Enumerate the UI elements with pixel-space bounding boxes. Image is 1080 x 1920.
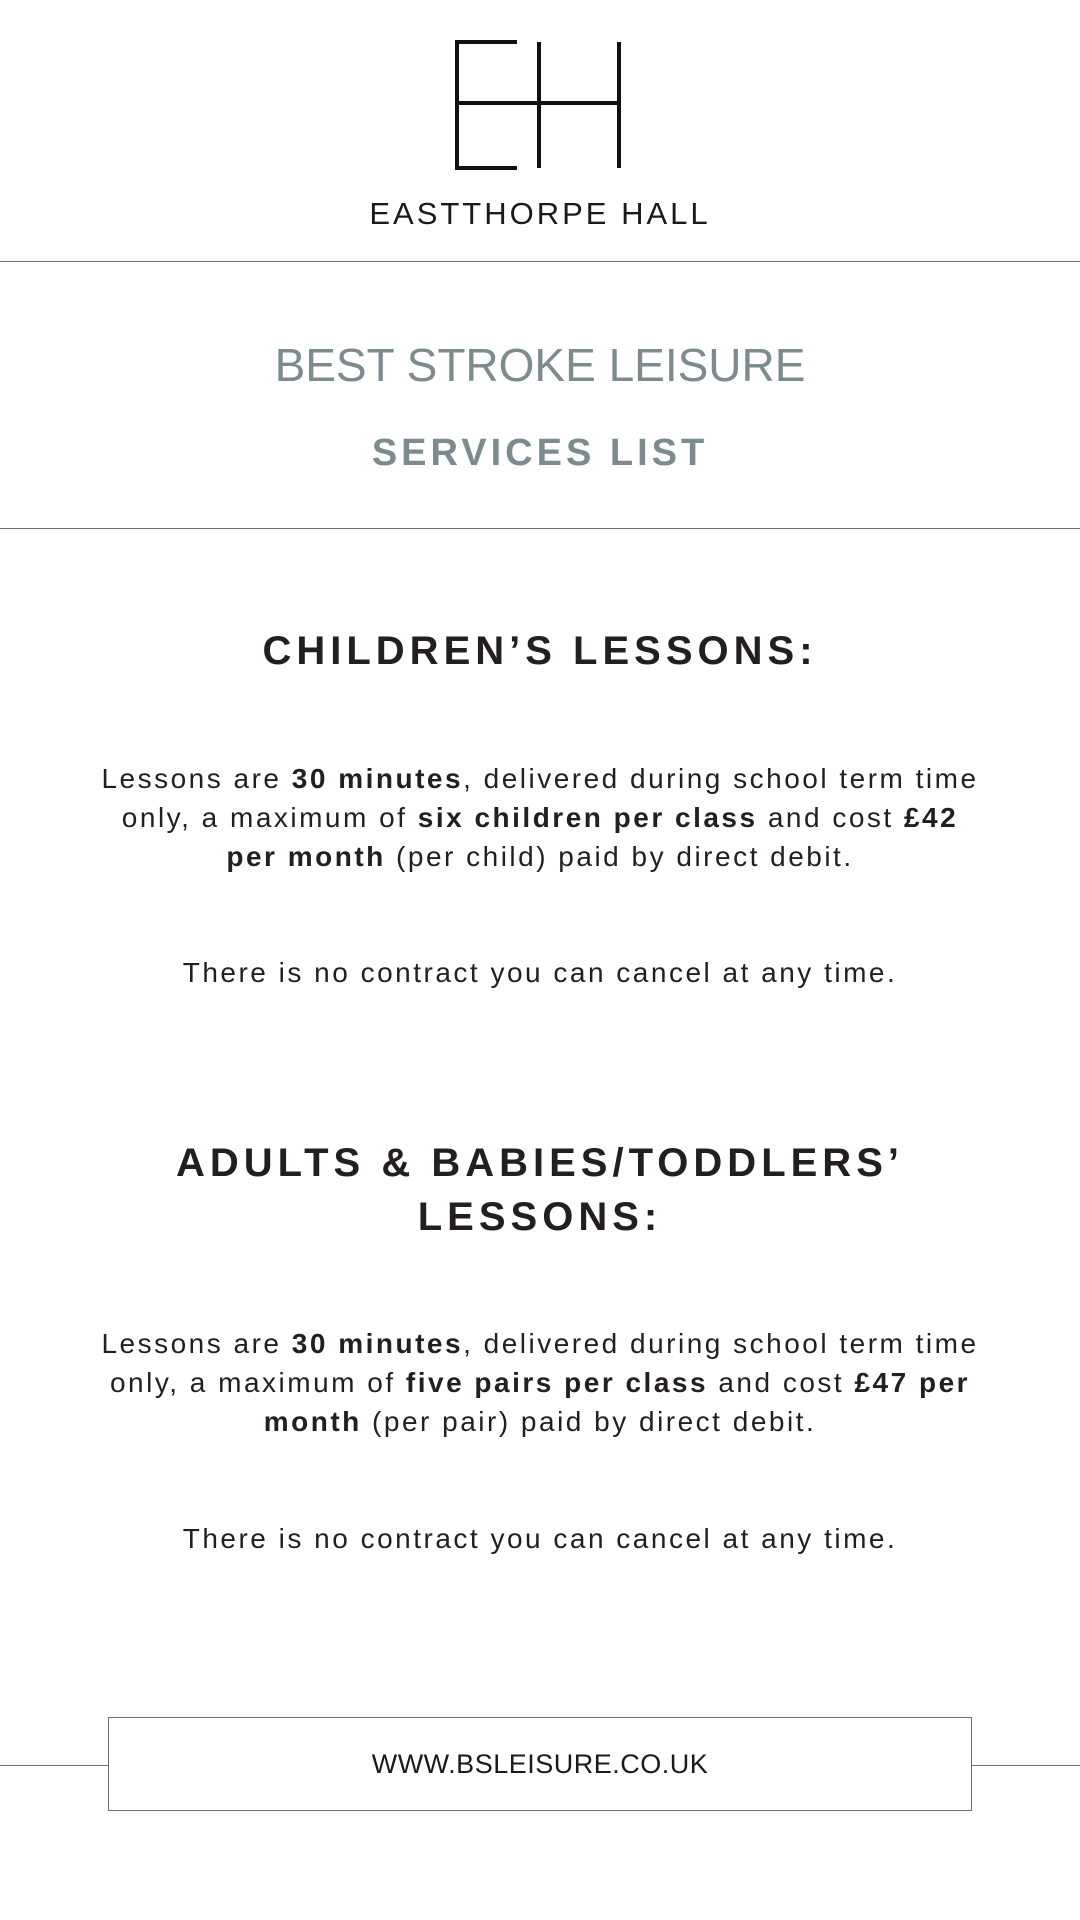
footer-url-box[interactable]: [108, 1717, 972, 1811]
divider-middle: [0, 528, 1080, 529]
adults-lessons-heading: [0, 1136, 1080, 1244]
divider-top: [0, 261, 1080, 262]
adults-heading-line2: LESSONS:: [417, 1195, 663, 1239]
footer-line-left: [0, 1765, 108, 1766]
adults-heading-line1: ADULTS & BABIES/TODDLERS’: [176, 1141, 904, 1185]
brand-name: EASTTHORPE HALL: [369, 196, 711, 231]
eh-monogram-logo: [455, 40, 621, 170]
adults-lessons-description: Lessons are 30 minutes, delivered during school term time only, a maximum of five pairs per class and cost £47 per month (per pair) paid by direct debit.: [101, 1328, 979, 1437]
children-lessons-heading: CHILDREN’S LESSONS:: [262, 629, 818, 673]
children-contract-note: There is no contract you can cancel at any time.: [182, 957, 898, 988]
adults-contract-note: There is no contract you can cancel at any time.: [182, 1523, 898, 1554]
page-subtitle: SERVICES LIST: [371, 432, 709, 474]
website-link[interactable]: WWW.BSLEISURE.CO.UK: [371, 1748, 709, 1779]
footer-line-right: [972, 1765, 1080, 1766]
company-name: BEST STROKE LEISURE: [274, 339, 806, 391]
children-lessons-description: Lessons are 30 minutes, delivered during school term time only, a maximum of six children per class and cost £42 per month (per child) paid by direct debit.: [101, 763, 979, 872]
